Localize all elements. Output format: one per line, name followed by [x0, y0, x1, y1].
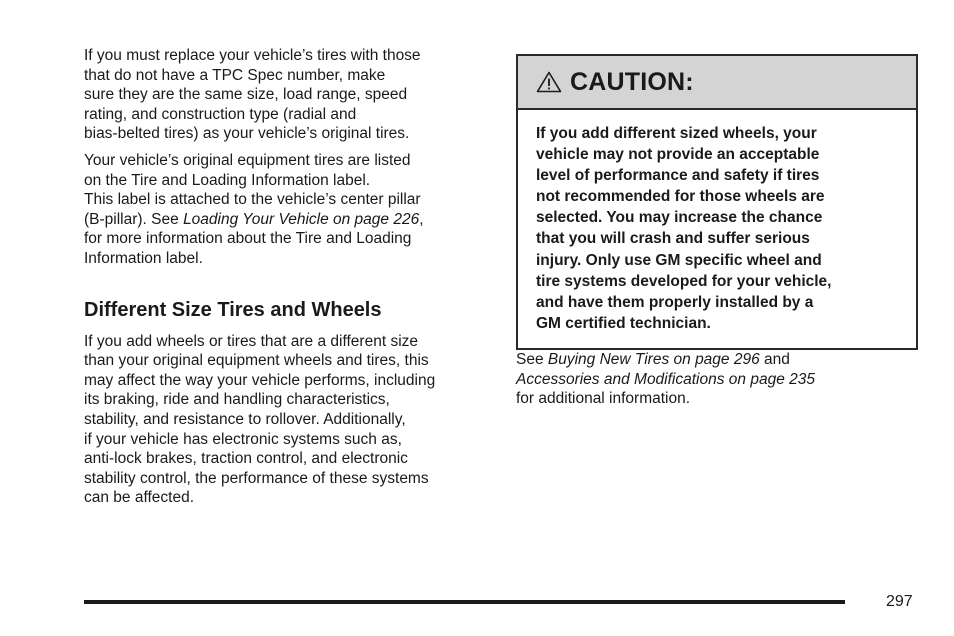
caution-header: [518, 56, 916, 110]
tire-label-paragraph: [84, 151, 484, 269]
text-line: for more information about the Tire and Loading: [84, 230, 412, 248]
caution-text: [518, 110, 916, 348]
text-line: [516, 350, 918, 370]
caution-line: level of performance and safety if tires: [536, 167, 820, 185]
text-line: [84, 210, 484, 230]
text-line: on the Tire and Loading Information label.: [84, 171, 371, 189]
text-line: can be affected.: [84, 489, 195, 507]
text-fragment: See: [516, 350, 548, 368]
caution-line: and have them properly installed by a: [536, 293, 814, 311]
text-line: This label is attached to the vehicle’s center pillar: [84, 191, 421, 209]
text-line: Your vehicle’s original equipment tires are listed: [84, 151, 411, 169]
caution-line: not recommended for those wheels are: [536, 188, 825, 206]
accessories-modifications-link[interactable]: Accessories and Modifications on page 235: [516, 370, 815, 388]
text-line: rating, and construction type (radial and: [84, 105, 357, 123]
caution-line: vehicle may not provide an acceptable: [536, 146, 820, 164]
caution-line: tire systems developed for your vehicle,: [536, 272, 832, 290]
text-line: anti-lock brakes, traction control, and electronic: [84, 450, 408, 468]
loading-vehicle-reference-link[interactable]: Loading Your Vehicle on page 226: [183, 210, 420, 228]
see-also-paragraph: [516, 350, 918, 409]
text-line: may affect the way your vehicle performs, including: [84, 371, 436, 389]
caution-line: If you add different sized wheels, your: [536, 125, 817, 142]
text-line: sure they are the same size, load range, speed: [84, 86, 408, 104]
caution-box: [516, 54, 918, 350]
caution-line: selected. You may increase the chance: [536, 209, 823, 227]
warning-triangle-icon: [536, 71, 562, 93]
text-line: Information label.: [84, 249, 203, 267]
tpc-replacement-paragraph: [84, 46, 484, 144]
text-fragment: (B-pillar). See: [84, 210, 184, 228]
page-number: 297: [886, 593, 913, 610]
caution-line: that you will crash and suffer serious: [536, 230, 810, 248]
caution-line: GM certified technician.: [536, 314, 711, 332]
buying-new-tires-link[interactable]: Buying New Tires on page 296: [547, 350, 760, 368]
left-column: [84, 46, 484, 508]
text-fragment: ,: [419, 210, 424, 228]
right-column: [516, 54, 918, 409]
text-line: that do not have a TPC Spec number, make: [84, 66, 386, 84]
footer-rule: [84, 600, 845, 604]
text-line: bias-belted tires) as your vehicle’s original tires.: [84, 125, 410, 143]
text-line: than your original equipment wheels and tires, this: [84, 352, 429, 370]
text-line: stability control, the performance of these systems: [84, 469, 429, 487]
different-size-paragraph: [84, 332, 484, 508]
text-line: If you must replace your vehicle’s tires with those: [84, 47, 421, 64]
section-heading: Different Size Tires and Wheels: [84, 298, 382, 321]
text-line: for additional information.: [516, 390, 691, 408]
text-line: its braking, ride and handling characteristics,: [84, 391, 390, 409]
text-fragment: and: [759, 350, 790, 368]
caution-title: CAUTION:: [570, 67, 694, 96]
text-line: If you add wheels or tires that are a different size: [84, 332, 419, 350]
text-line: if your vehicle has electronic systems such as,: [84, 430, 402, 448]
text-line: stability, and resistance to rollover. Additionally,: [84, 410, 406, 428]
caution-line: injury. Only use GM specific wheel and: [536, 251, 822, 269]
